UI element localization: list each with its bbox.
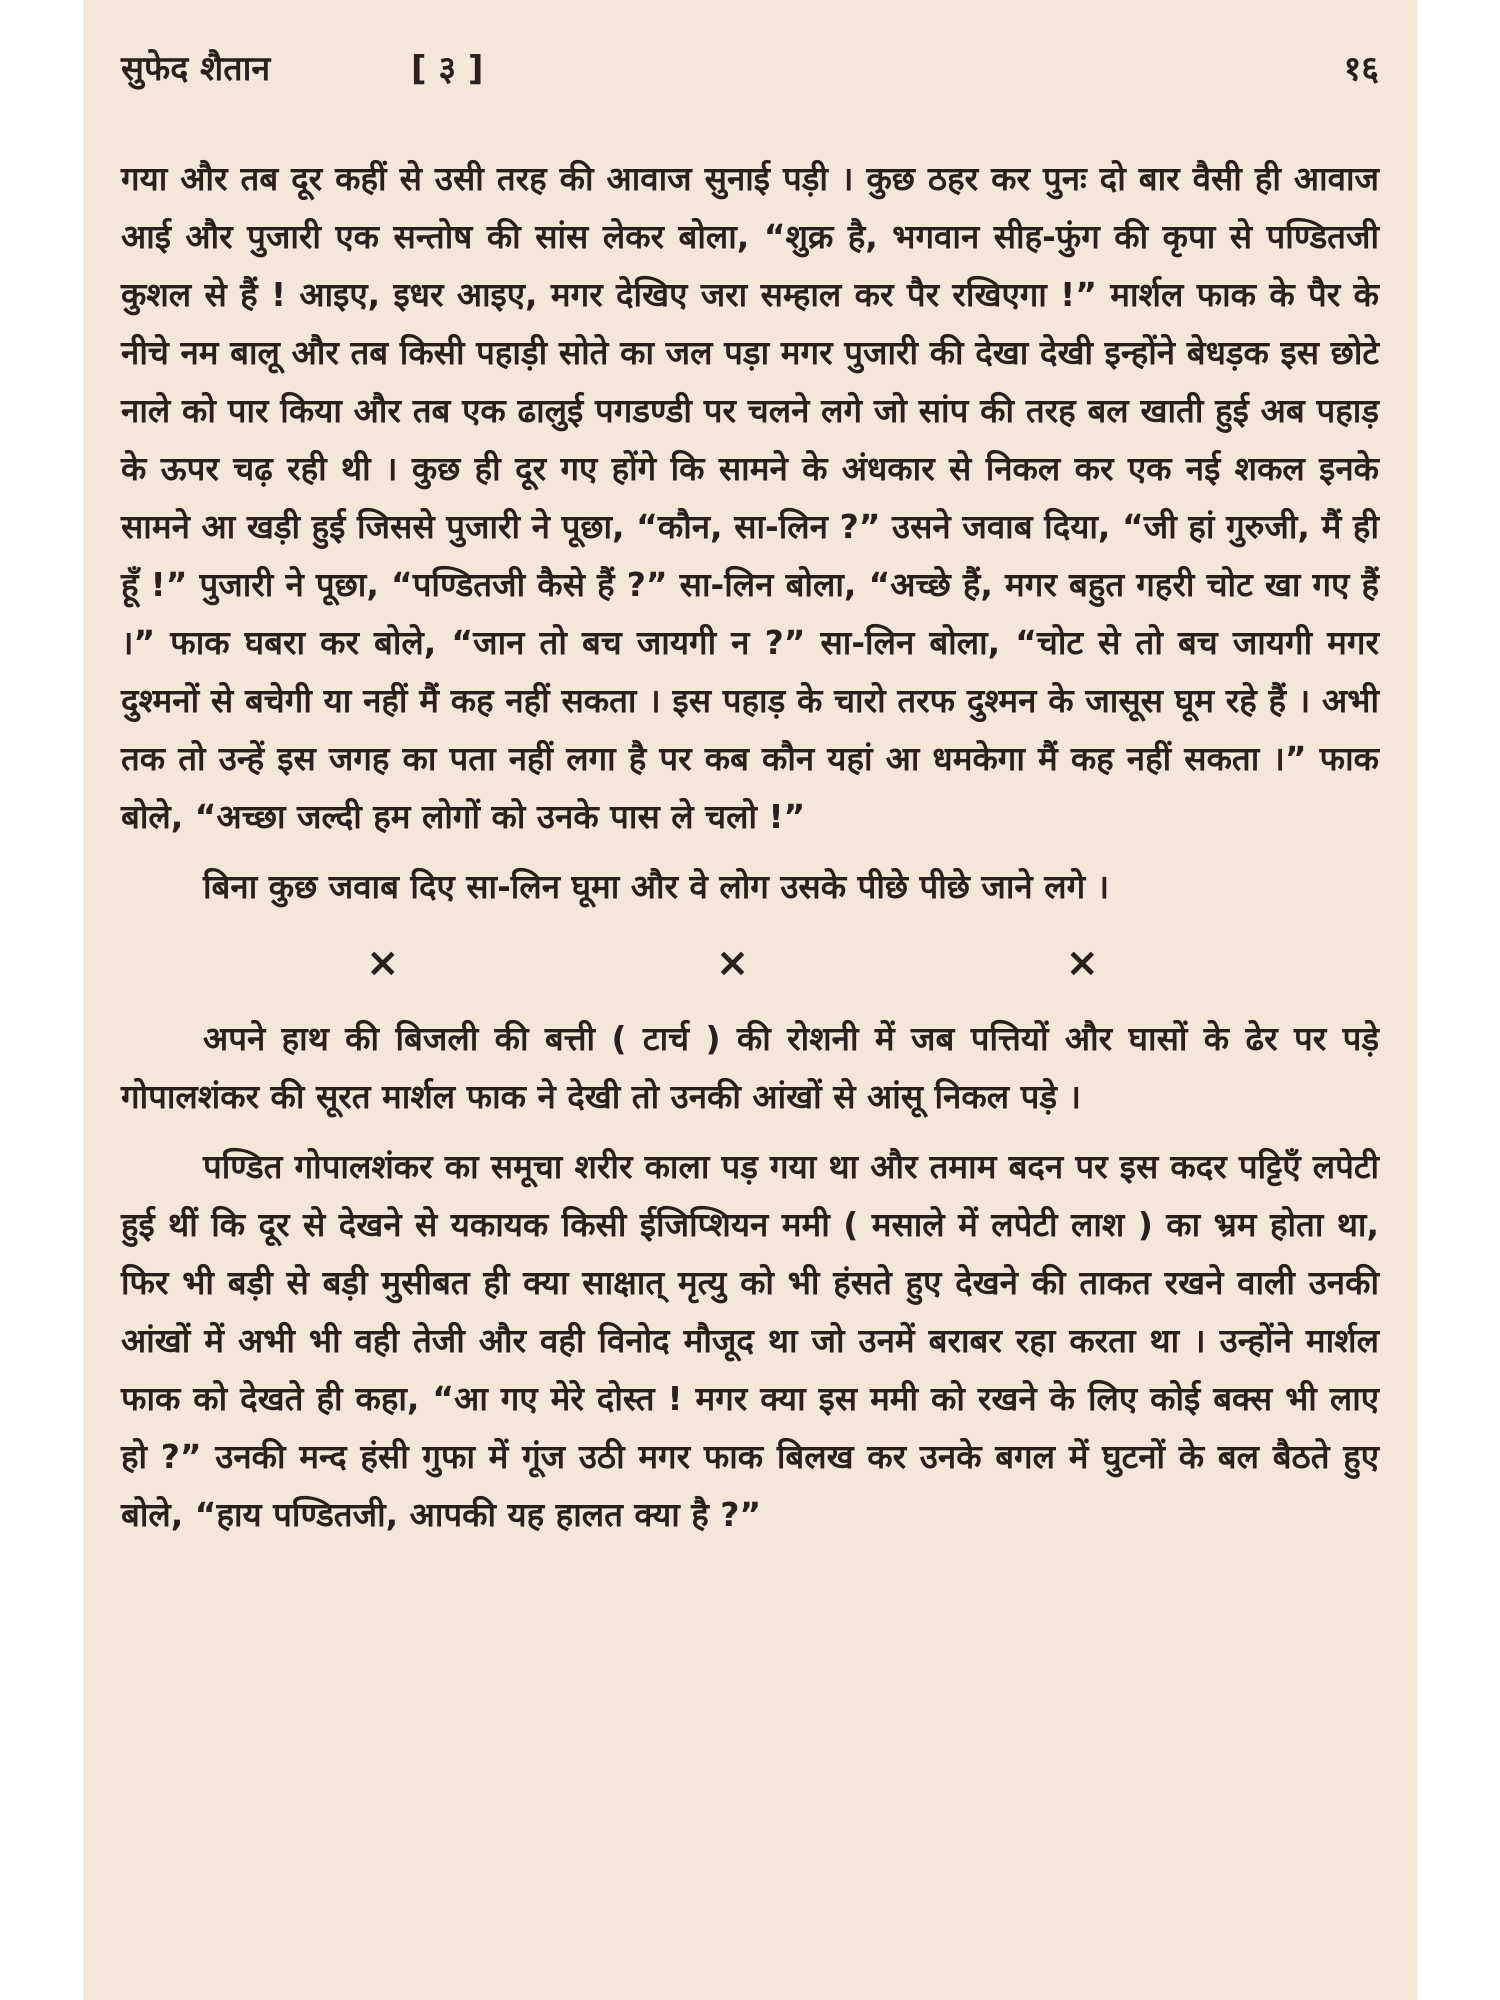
- chapter-mark: [ ३ ]: [411, 49, 484, 89]
- paragraph: बिना कुछ जवाब दिए सा-लिन घूमा और वे लोग उसके पीछे पीछे जाने लगे ।: [203, 867, 1110, 906]
- separator-mark: ×: [715, 940, 750, 986]
- page-header: [121, 44, 1379, 104]
- page-number: १६: [1343, 49, 1379, 89]
- paragraph: गया और तब दूर कहीं से उसी तरह की आवाज सुनाई पड़ी । कुछ ठहर कर पुनः दो बार वैसी ही आवाज आई और पुजारी एक सन्तोष की सांस लेकर बोला, “शुक्र है, भगवान सीह-फुंग की कृपा से पण्डितजी कुशल से हैं ! आइए, इधर आइए, मगर देखिए जरा सम्हाल कर पैर रखिएगा !” मार्शल फाक के पैर के नीचे नम बालू और तब किसी पहाड़ी सोते का जल पड़ा मगर पुजारी की देखा देखी इन्होंने बेधड़क इस छोटे नाले को पार किया और तब एक ढालुई पगडण्डी पर चलने लगे जो सांप की तरह बल खाती हुई अब पहाड़ के ऊपर चढ़ रही थी । कुछ ही दूर गए होंगे कि सामने के अंधकार से निकल कर एक नई शकल इनके सामने आ खड़ी हुई जिससे पुजारी ने पूछा, “कौन, सा-लिन ?” उसने जवाब दिया, “जी हां गुरुजी, मैं ही हूँ !” पुजारी ने पूछा, “पण्डितजी कैसे हैं ?” सा-लिन बोला, “अच्छे हैं, मगर बहुत गहरी चोट खा गए हैं ।” फाक घबरा कर बोले, “जान तो बच जायगी न ?” सा-लिन बोला, “चोट से तो बच जायगी मगर दुश्मनों से बचेगी या नहीं मैं कह नहीं सकता । इस पहाड़ के चारो तरफ दुश्मन के जासूस घूम रहे हैं । अभी तक तो उन्हें इस जगह का पता नहीं लगा है पर कब कौन यहां आ धमकेगा मैं कह नहीं सकता ।” फाक बोले, “अच्छा जल्दी हम लोगों को उनके पास ले चलो !”: [121, 159, 1379, 836]
- running-title: सुफेद शैतान: [121, 49, 271, 89]
- section-separator: [121, 916, 1379, 1010]
- paragraph: पण्डित गोपालशंकर का समूचा शरीर काला पड़ गया था और तमाम बदन पर इस कदर पट्टिएँ लपेटी हुई थीं कि दूर से देखने से यकायक किसी ईजिप्शियन ममी ( मसाले में लपेटी लाश ) का भ्रम होता था, फिर भी बड़ी से बड़ी मुसीबत ही क्या साक्षात् मृत्यु को भी हंसते हुए देखने की ताकत रखने वाली उनकी आंखों में अभी भी वही तेजी और वही विनोद मौजूद था जो उनमें बराबर रहा करता था । उन्होंने मार्शल फाक को देखते ही कहा, “आ गए मेरे दोस्त ! मगर क्या इस ममी को रखने के लिए कोई बक्स भी लाए हो ?” उनकी मन्द हंसी गुफा में गूंज उठी मगर फाक बिलख कर उनके बगल में घुटनों के बल बैठते हुए बोले, “हाय पण्डितजी, आपकी यह हालत क्या है ?”: [121, 1147, 1379, 1534]
- page-body: [121, 150, 1379, 1544]
- paragraph: अपने हाथ की बिजली की बत्ती ( टार्च ) की रोशनी में जब पत्तियों और घासों के ढेर पर पड़े गोपालशंकर की सूरत मार्शल फाक ने देखी तो उनकी आंखों से आंसू निकल पड़े ।: [121, 1019, 1379, 1116]
- separator-mark: ×: [1065, 940, 1099, 986]
- book-page: [83, 0, 1417, 2000]
- separator-mark: ×: [366, 940, 400, 986]
